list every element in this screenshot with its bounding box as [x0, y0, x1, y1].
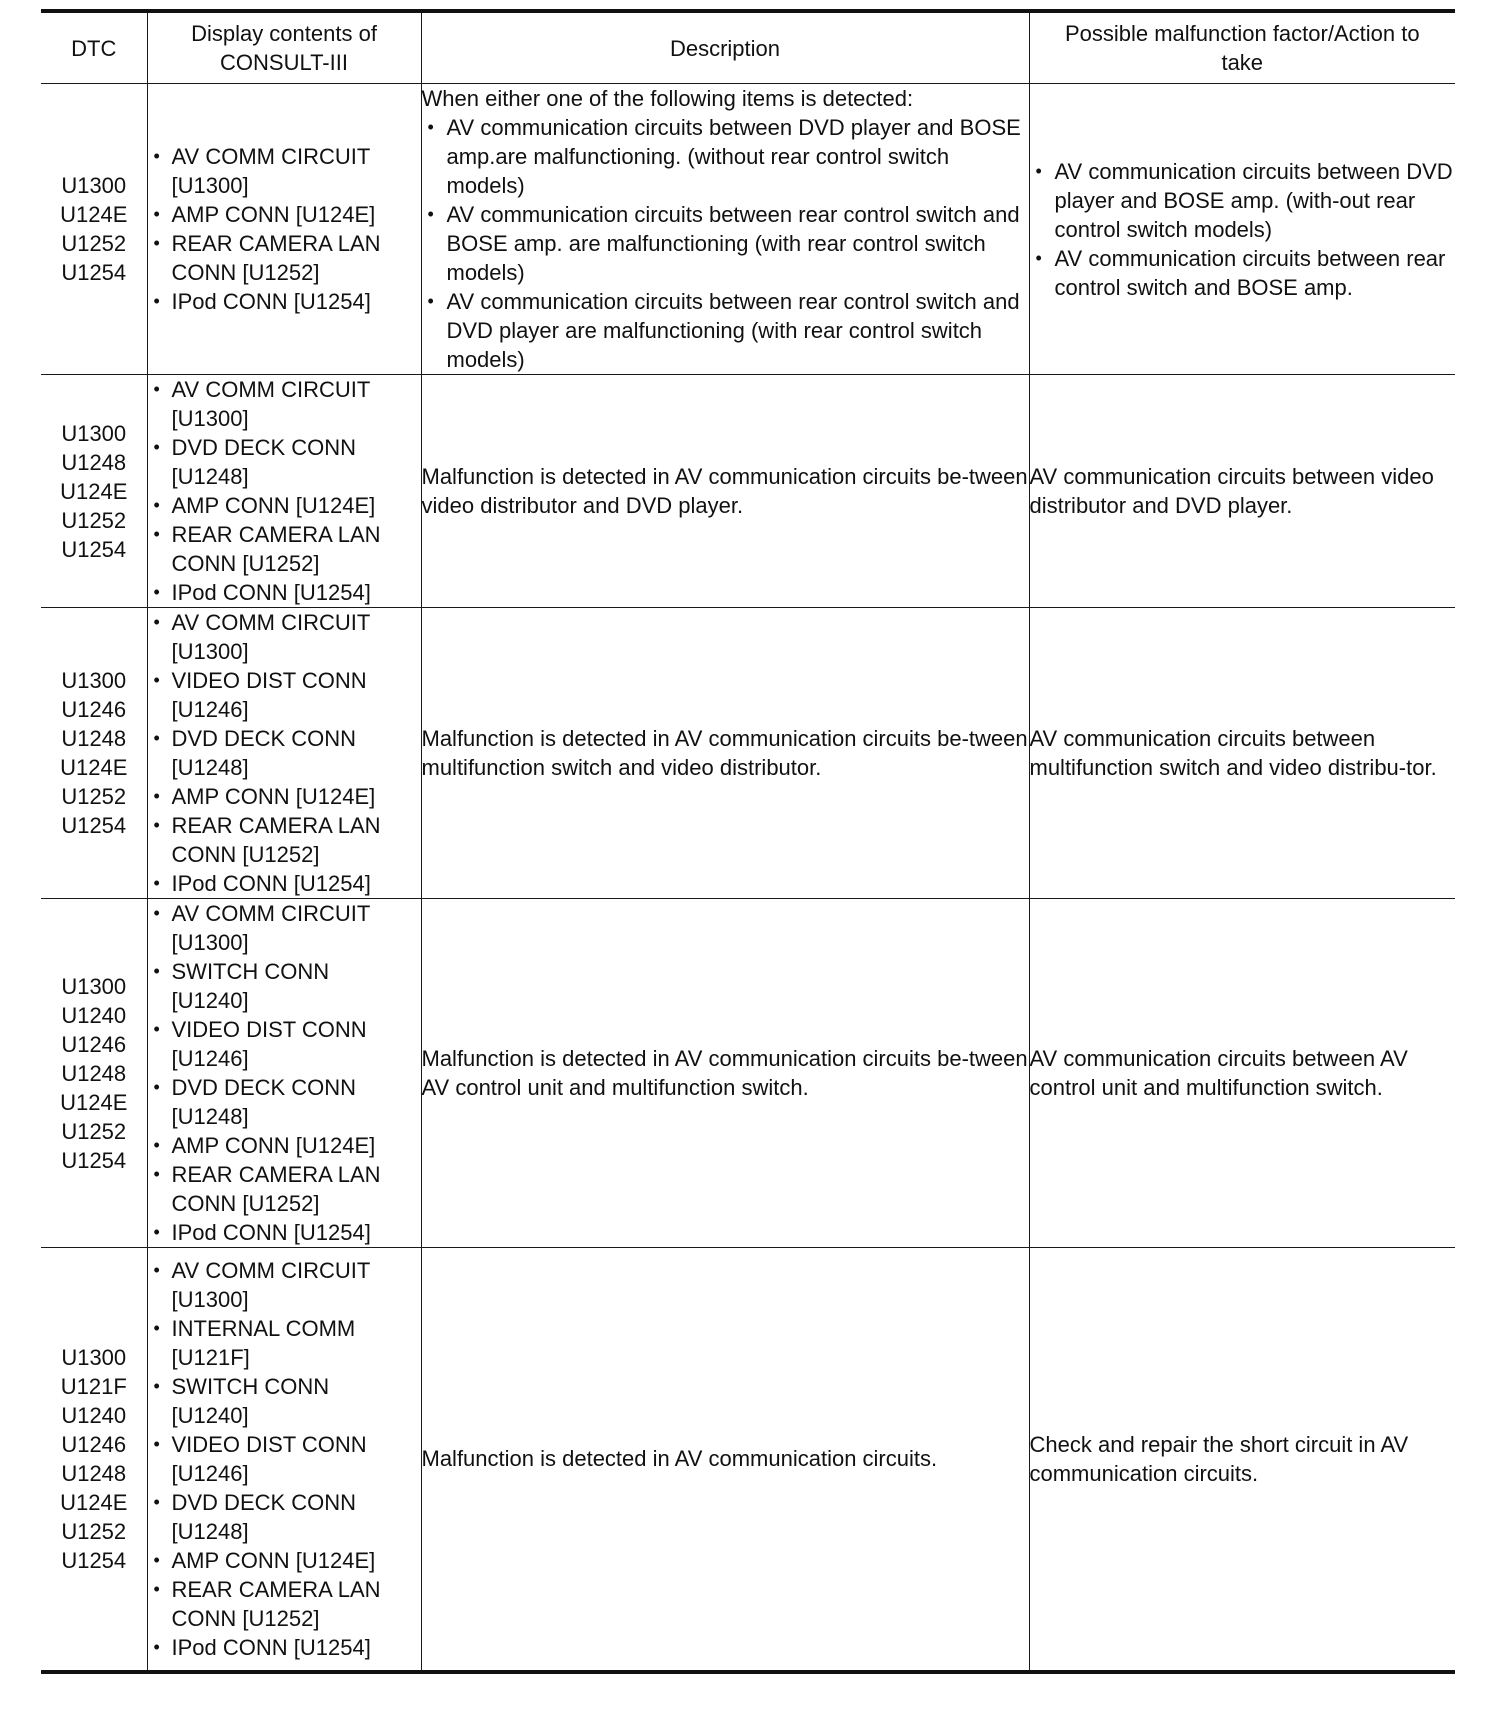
- dtc-code: U124E: [60, 1489, 128, 1515]
- description-text: Malfunction is detected in AV communication circuits be-tween video distributor and DVD player.: [421, 464, 1028, 518]
- consult-display: [147, 608, 421, 899]
- action-item: • AV communication circuits between rear control switch and BOSE amp.: [1030, 244, 1456, 302]
- description-item: • AV communication circuits between rear control switch and DVD player are malfunctioning (with rear control switch models): [422, 287, 1029, 374]
- consult-item: • REAR CAMERA LAN CONN [U1252]: [148, 520, 421, 578]
- consult-item: • IPod CONN [U1254]: [148, 869, 421, 898]
- consult-item: • VIDEO DIST CONN [U1246]: [148, 666, 421, 724]
- dtc-code: U1252: [61, 784, 127, 809]
- consult-item: • AV COMM CIRCUIT [U1300]: [148, 375, 421, 433]
- consult-item: • SWITCH CONN [U1240]: [148, 957, 421, 1015]
- dtc-code: U1252: [61, 507, 127, 533]
- dtc-code: U1240: [61, 1002, 127, 1028]
- dtc-code: U124E: [60, 755, 128, 780]
- dtc-code: U1248: [61, 1060, 127, 1086]
- dtc-code: U1300: [61, 973, 127, 999]
- dtc-code: U1252: [61, 1118, 127, 1144]
- description-intro: When either one of the following items is detected:: [421, 86, 914, 111]
- action-cell: [1029, 899, 1455, 1248]
- dtc-table: [41, 9, 1455, 1674]
- consult-item: • AMP CONN [U124E]: [148, 491, 421, 520]
- dtc-code: U1248: [61, 726, 127, 751]
- header-consult: Display contents of CONSULT-III: [147, 11, 421, 84]
- header-description: Description: [421, 11, 1029, 84]
- consult-item: • IPod CONN [U1254]: [148, 1218, 421, 1247]
- consult-item: • AMP CONN [U124E]: [148, 1546, 421, 1575]
- dtc-code: U1254: [61, 1547, 127, 1573]
- dtc-codes: [41, 84, 147, 375]
- consult-item: • VIDEO DIST CONN [U1246]: [148, 1430, 421, 1488]
- dtc-code: U1246: [61, 1031, 127, 1057]
- consult-item: • AV COMM CIRCUIT [U1300]: [148, 608, 421, 666]
- description-text: Malfunction is detected in AV communication circuits.: [421, 1446, 938, 1472]
- consult-display: [147, 84, 421, 375]
- table-row: [41, 608, 1455, 899]
- consult-item: • DVD DECK CONN [U1248]: [148, 1488, 421, 1546]
- dtc-code: U1254: [61, 813, 127, 838]
- consult-item: • REAR CAMERA LAN CONN [U1252]: [148, 229, 421, 287]
- consult-display: [147, 1248, 421, 1672]
- description-text: Malfunction is detected in AV communication circuits be-tween multifunction switch and video distributor.: [421, 726, 1028, 780]
- action-text: AV communication circuits between video distributor and DVD player.: [1029, 464, 1434, 518]
- consult-item: • IPod CONN [U1254]: [148, 287, 421, 316]
- table-row: [41, 84, 1455, 375]
- dtc-code: U1300: [61, 173, 127, 198]
- dtc-code: U1248: [61, 449, 127, 475]
- dtc-code: U1246: [61, 697, 127, 722]
- consult-display: [147, 899, 421, 1248]
- action-text: AV communication circuits between AV control unit and multifunction switch.: [1029, 1046, 1408, 1100]
- consult-item: • AMP CONN [U124E]: [148, 200, 421, 229]
- description-cell: [421, 899, 1029, 1248]
- description-item: • AV communication circuits between rear control switch and BOSE amp. are malfunctioning (with rear control switch models): [422, 200, 1029, 287]
- dtc-code: U1252: [61, 231, 127, 256]
- action-text: Check and repair the short circuit in AV communication circuits.: [1029, 1431, 1409, 1486]
- dtc-code: U124E: [60, 202, 128, 227]
- consult-item: • DVD DECK CONN [U1248]: [148, 1073, 421, 1131]
- description-cell: [421, 375, 1029, 608]
- dtc-codes: [41, 608, 147, 899]
- consult-item: • DVD DECK CONN [U1248]: [148, 724, 421, 782]
- consult-item: • AMP CONN [U124E]: [148, 782, 421, 811]
- action-item: • AV communication circuits between DVD player and BOSE amp. (with-out rear control switch models): [1030, 157, 1456, 244]
- table-row: [41, 1248, 1455, 1672]
- table-header-row: [41, 11, 1455, 84]
- consult-item: • IPod CONN [U1254]: [148, 578, 421, 607]
- consult-item: • AV COMM CIRCUIT [U1300]: [148, 1256, 421, 1314]
- dtc-code: U1254: [61, 536, 127, 562]
- dtc-codes: [41, 1248, 147, 1672]
- dtc-code: U1252: [61, 1518, 127, 1544]
- dtc-code: U1246: [61, 1431, 127, 1457]
- dtc-code: U1300: [61, 668, 127, 693]
- consult-item: • AV COMM CIRCUIT [U1300]: [148, 142, 421, 200]
- action-cell: [1029, 375, 1455, 608]
- dtc-codes: [41, 375, 147, 608]
- action-text: AV communication circuits between multifunction switch and video distribu-tor.: [1029, 726, 1437, 780]
- consult-display: [147, 375, 421, 608]
- consult-item: • VIDEO DIST CONN [U1246]: [148, 1015, 421, 1073]
- dtc-codes: [41, 899, 147, 1248]
- description-cell: [421, 84, 1029, 375]
- dtc-code: U1240: [61, 1402, 127, 1428]
- table-row: [41, 899, 1455, 1248]
- dtc-code: U124E: [60, 478, 128, 504]
- consult-item: • REAR CAMERA LAN CONN [U1252]: [148, 811, 421, 869]
- header-dtc: DTC: [41, 11, 147, 84]
- dtc-code: U1248: [61, 1460, 127, 1486]
- consult-item: • AV COMM CIRCUIT [U1300]: [148, 899, 421, 957]
- action-cell: [1029, 1248, 1455, 1672]
- consult-item: • DVD DECK CONN [U1248]: [148, 433, 421, 491]
- consult-item: • INTERNAL COMM [U121F]: [148, 1314, 421, 1372]
- description-text: Malfunction is detected in AV communication circuits be-tween AV control unit and multifunction switch.: [421, 1046, 1028, 1100]
- consult-item: • REAR CAMERA LAN CONN [U1252]: [148, 1160, 421, 1218]
- description-cell: [421, 1248, 1029, 1672]
- consult-item: • SWITCH CONN [U1240]: [148, 1372, 421, 1430]
- dtc-code: U1300: [61, 1344, 127, 1370]
- action-cell: [1029, 84, 1455, 375]
- action-cell: [1029, 608, 1455, 899]
- dtc-code: U1254: [61, 260, 127, 285]
- dtc-code: U124E: [60, 1089, 128, 1115]
- consult-item: • IPod CONN [U1254]: [148, 1633, 421, 1662]
- table-row: [41, 375, 1455, 608]
- header-action: Possible malfunction factor/Action to take: [1029, 11, 1455, 84]
- dtc-code: U1254: [61, 1147, 127, 1173]
- dtc-code: U1300: [61, 420, 127, 446]
- consult-item: • AMP CONN [U124E]: [148, 1131, 421, 1160]
- description-cell: [421, 608, 1029, 899]
- description-item: • AV communication circuits between DVD player and BOSE amp.are malfunctioning. (without rear control switch models): [422, 113, 1029, 200]
- dtc-code: U121F: [60, 1373, 127, 1399]
- consult-item: • REAR CAMERA LAN CONN [U1252]: [148, 1575, 421, 1633]
